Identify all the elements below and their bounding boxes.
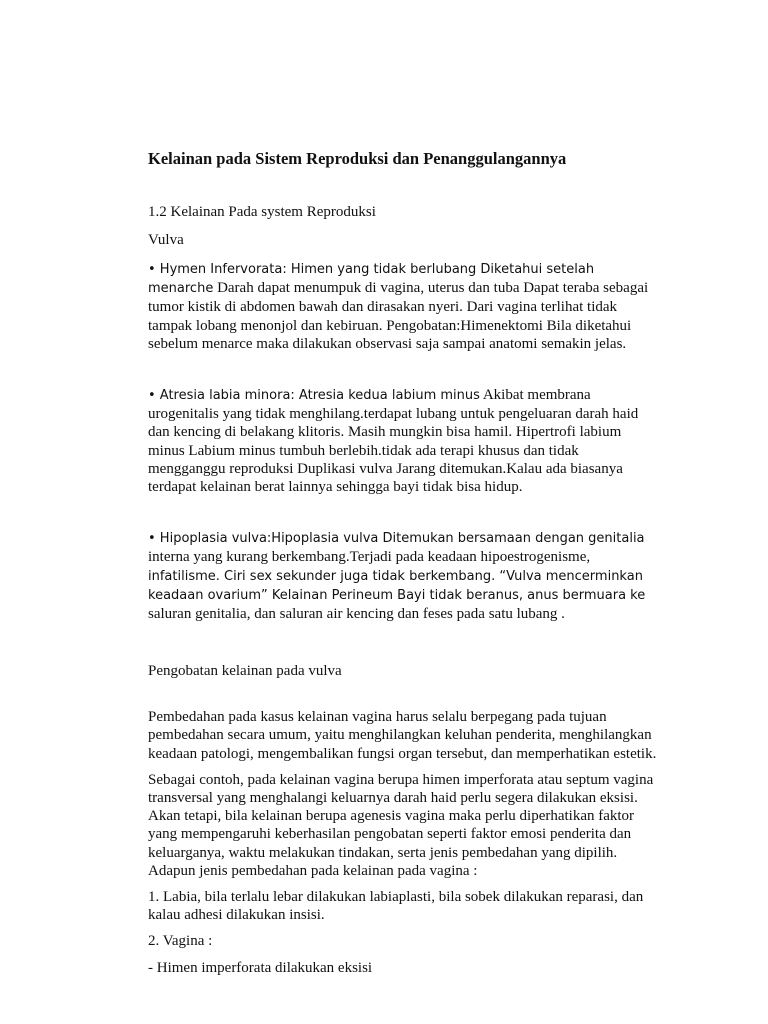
list-item-himen: - Himen imperforata dilakukan eksisi <box>148 959 373 976</box>
paragraph-contoh: Sebagai contoh, pada kelainan vagina berupa himen imperforata atau septum vagina transversal yang menghalangi keluarnya darah haid perlu segera dilakukan eksisi. Akan tetapi, bila kelainan berupa agenesis vagina maka perlu diperhatikan faktor yang mempengaruhi keberhasilan pengobatan seperti faktor emosi penderita dan keluarganya, waktu melakukan tindakan, serta jenis pembedahan yang dipilih. Adapun jenis pembedahan pada kelainan pada vagina : <box>148 771 654 879</box>
paragraph-hipoplasia-sans: infatilisme. Ciri sex sekunder juga tidak berkembang. “Vulva mencerminkan keadaan ovarium” Kelainan Perineum Bayi tidak beranus, anus bermuara ke <box>148 568 646 603</box>
subheading-vulva: Vulva <box>148 232 184 248</box>
paragraph-hymen <box>148 260 658 353</box>
paragraph-atresia-body: Akibat membrana urogenitalis yang tidak menghilang.terdapat lubang untuk pengeluaran darah haid dan kencing di belakang klitoris. Masih mungkin bisa hamil. Hipertrofi labium minus Labium minus tumbuh berlebih.tidak ada terapi khusus dan tidak mengganggu reproduksi Duplikasi vulva Jarang ditemukan.Kalau ada biasanya terdapat kelainan berat lainnya sehingga bayi tidak bisa hidup. <box>148 387 639 496</box>
section-heading: 1.2 Kelainan Pada system Reproduksi <box>148 204 376 220</box>
paragraph-hipoplasia-mid: interna yang kurang berkembang.Terjadi pada keadaan hipoestrogenisme, <box>148 549 591 566</box>
paragraph-hymen-lead: • Hymen Infervorata: Himen yang tidak berlubang Diketahui setelah menarche <box>148 262 595 297</box>
paragraph-hipoplasia-tail: saluran genitalia, dan saluran air kencing dan feses pada satu lubang . <box>148 606 565 623</box>
document-page <box>148 148 658 977</box>
pengobatan-heading: Pengobatan kelainan pada vulva <box>148 663 342 680</box>
paragraph-hymen-body: Darah dapat menumpuk di vagina, uterus dan tuba Dapat teraba sebagai tumor kistik di abdomen bawah dan dirasakan nyeri. Dari vagina terlihat tidak tampak lobang menonjol dan kebiruan. Pengobatan:Himenektomi Bila diketahui sebelum menarce maka dilakukan observasi saja sampai anatomi semakin jelas. <box>148 280 649 352</box>
paragraph-pembedahan: Pembedahan pada kasus kelainan vagina harus selalu berpegang pada tujuan pembedahan secara umum, yaitu menghilangkan keluhan penderita, menghilangkan keadaan patologi, mengembalikan fungsi organ tersebut, dan memperhatikan estetik. <box>148 709 657 762</box>
document-title: Kelainan pada Sistem Reproduksi dan Penanggulangannya <box>148 149 567 168</box>
paragraph-hipoplasia <box>148 529 658 623</box>
paragraph-atresia-lead: • Atresia labia minora: Atresia kedua labium minus <box>148 388 480 404</box>
list-item-vagina: 2. Vagina : <box>148 933 213 950</box>
list-item-labia: 1. Labia, bila terlalu lebar dilakukan labiaplasti, bila sobek dilakukan reparasi, dan kalau adhesi dilakukan insisi. <box>148 889 644 924</box>
paragraph-atresia <box>148 386 658 496</box>
paragraph-hipoplasia-lead: • Hipoplasia vulva:Hipoplasia vulva Ditemukan bersamaan dengan genitalia <box>148 531 645 547</box>
